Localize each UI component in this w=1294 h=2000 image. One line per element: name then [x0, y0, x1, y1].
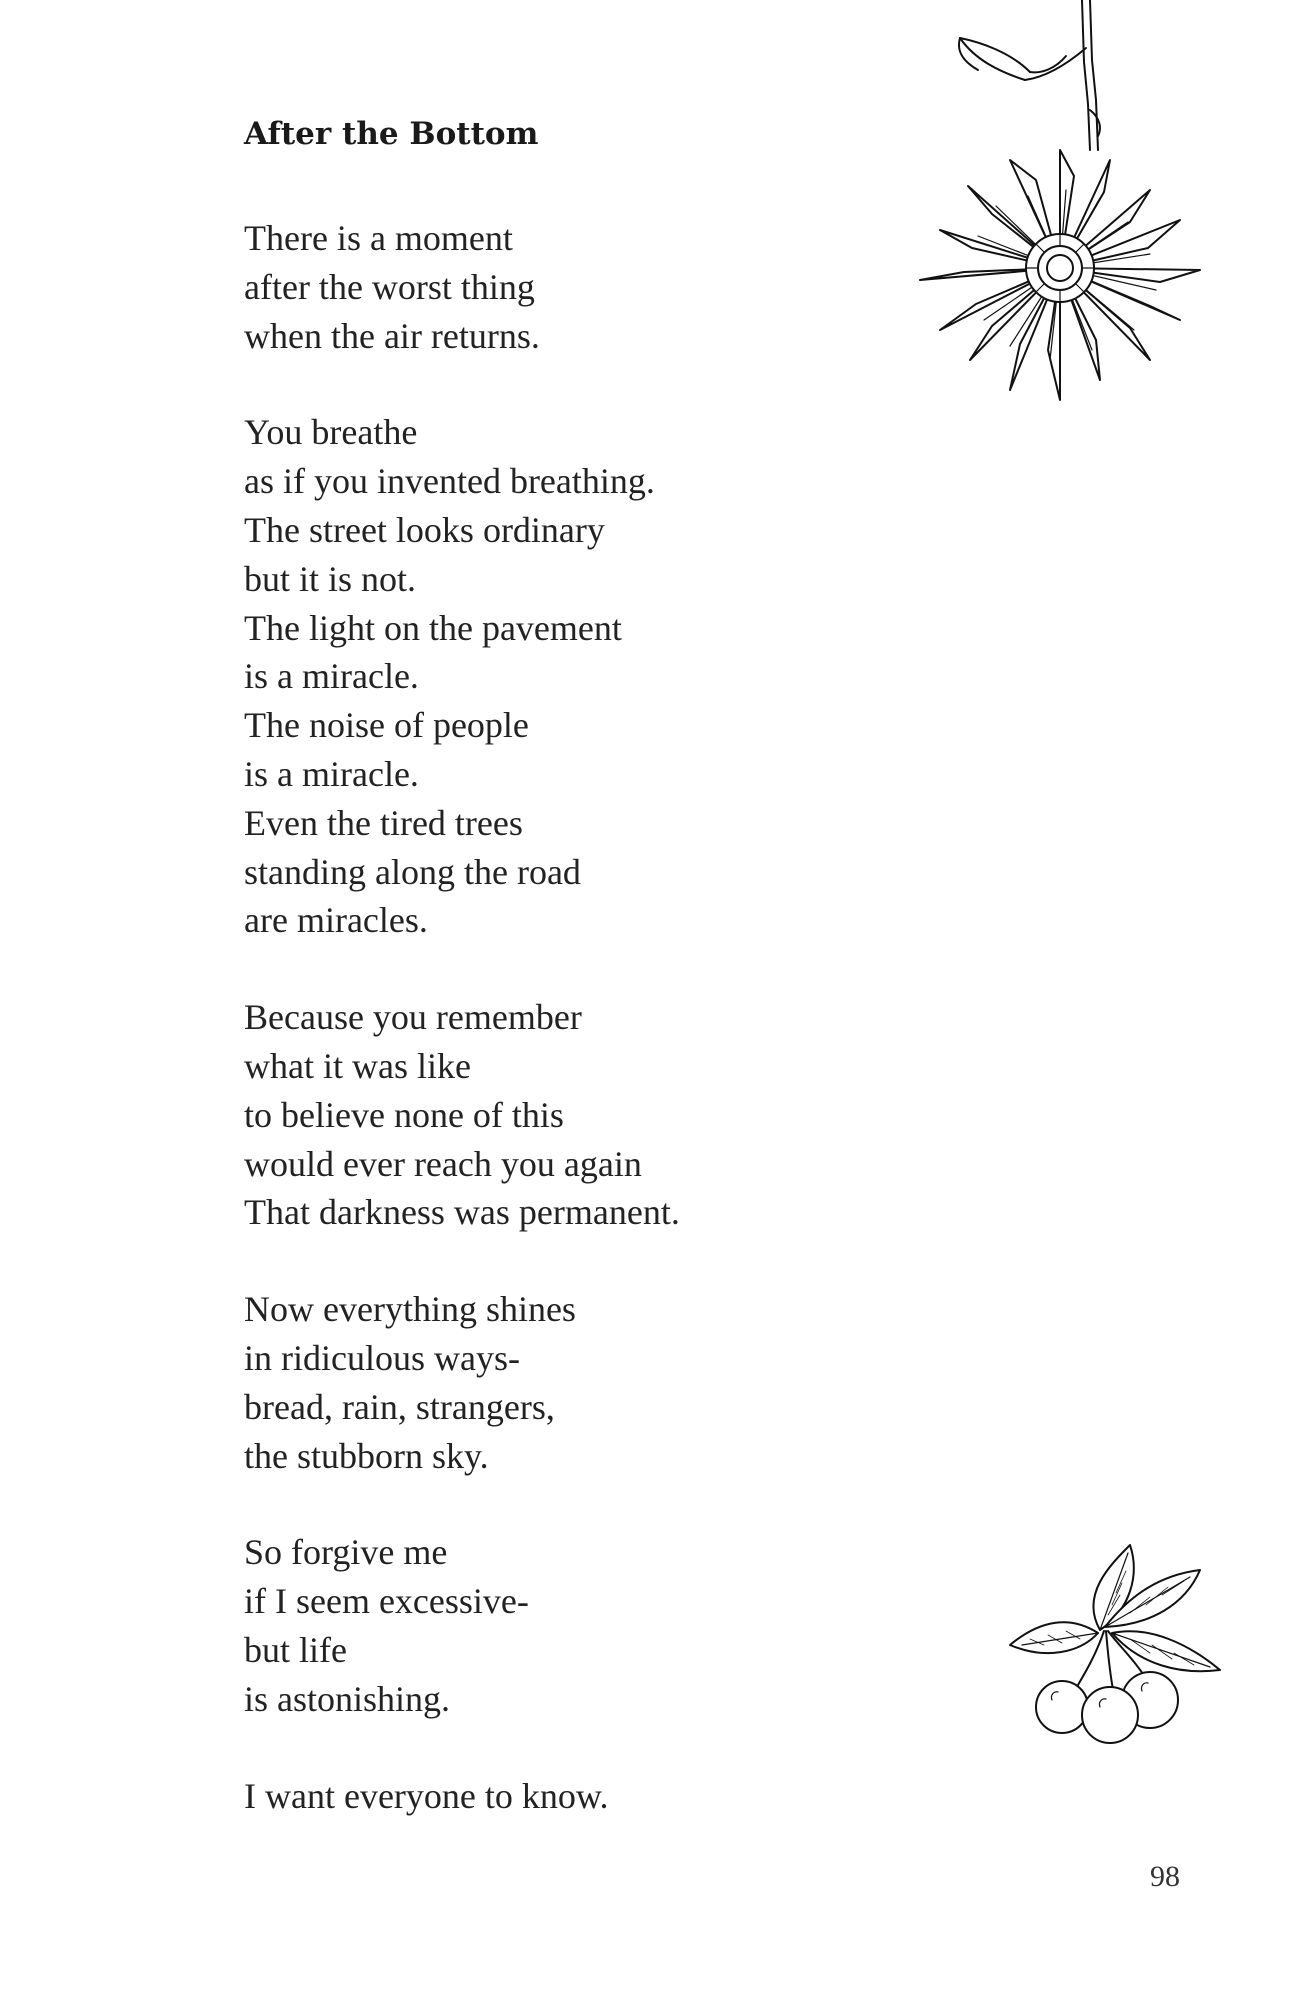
stanza [244, 1285, 680, 1480]
poem-line: Even the tired trees [244, 802, 523, 843]
poem-line: The noise of people [244, 705, 529, 746]
stanza [244, 408, 680, 945]
poem-line: but life [244, 1629, 347, 1670]
poem-line: as if you invented breathing. [244, 461, 655, 502]
stanza [244, 214, 680, 360]
cherries-illustration [1000, 1535, 1240, 1745]
poem-line: Now everything shines [244, 1289, 576, 1330]
poem-line: are miracles. [244, 900, 428, 941]
poem-line: if I seem excessive- [244, 1581, 529, 1622]
stanza [244, 1772, 680, 1821]
poem-line: There is a moment [244, 218, 513, 258]
poem-line: but it is not. [244, 558, 417, 599]
poem-line: to believe none of this [244, 1094, 564, 1135]
poem-line: is astonishing. [244, 1678, 451, 1719]
poem-line: You breathe [244, 412, 418, 453]
poem-line: Because you remember [244, 997, 582, 1038]
poem-line: The street looks ordinary [244, 509, 605, 550]
poem-line: bread, rain, strangers, [244, 1386, 555, 1427]
poem-line: So forgive me [244, 1532, 448, 1573]
sunflower-illustration [860, 0, 1260, 460]
stanza [244, 993, 680, 1237]
poem-line: the stubborn sky. [244, 1435, 489, 1476]
poem-body [244, 214, 680, 1868]
poem-line: The light on the pavement [244, 607, 622, 648]
poem-line: in ridiculous ways- [244, 1337, 520, 1378]
poem-line: I want everyone to know. [244, 1775, 609, 1816]
stanza [244, 1528, 680, 1723]
poem-line: after the worst thing [244, 266, 535, 307]
poem-title: After the Bottom [244, 116, 539, 152]
poem-line: is a miracle. [244, 753, 419, 794]
poem-line: is a miracle. [244, 656, 419, 697]
poem-line: would ever reach you again [244, 1143, 642, 1184]
poem-line: what it was like [244, 1045, 471, 1086]
poem-line: standing along the road [244, 851, 581, 892]
poem-line: when the air returns. [244, 315, 540, 356]
poem-line: That darkness was permanent. [244, 1192, 680, 1233]
page-number: 98 [1150, 1860, 1180, 1893]
